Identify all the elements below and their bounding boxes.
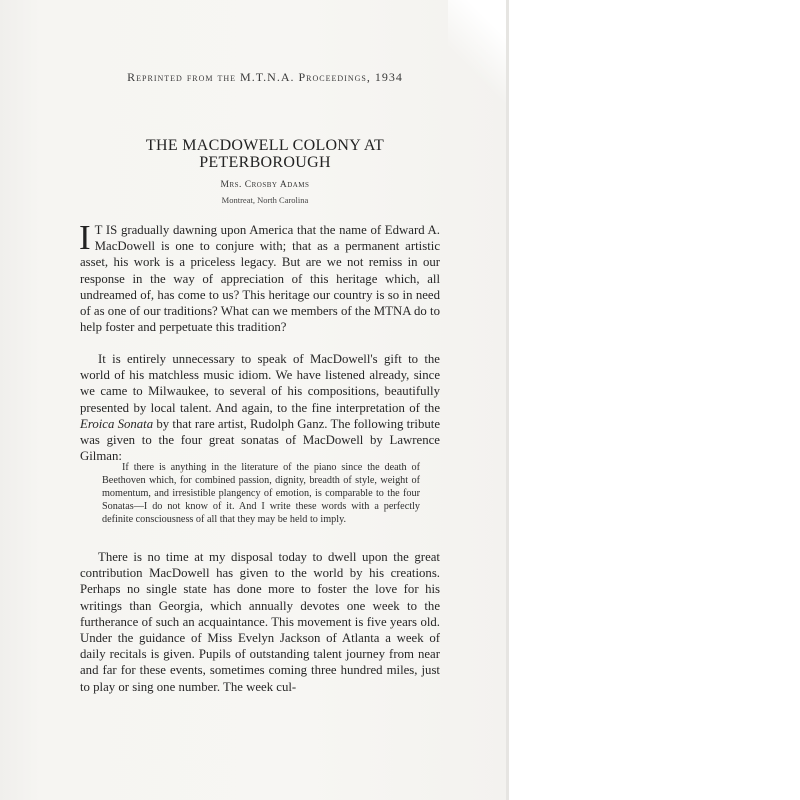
article-title: THE MACDOWELL COLONY AT PETERBOROUGH [145,137,385,171]
paragraph-2-text-b: by that rare artist, Rudolph Ganz. The following tribute was given to the four great sonatas of MacDowell by Lawrence Gilman: [80,416,440,464]
sonata-title: Eroica Sonata [80,416,154,431]
block-quote: If there is anything in the literature of the piano since the death of Beethoven which, for combined passion, dignity, breadth of style, weight of momentum, and irresistible plangency of emotion, is comparable to the four Sonatas—I do not know of it. And I write these words with a perfectly definite consciousness of all that they may be held to imply. [102,462,420,525]
paragraph-2-text-a: It is entirely unnecessary to speak of MacDowell's gift to the world of his matchless music idiom. We have listened already, since we came to Milwaukee, to several of his compositions, beautifully presented by local talent. And again, to the fine interpretation of the [80,352,440,415]
author-location: Montreat, North Carolina [221,195,309,205]
reprint-header: Reprinted from the M.T.N.A. Proceedings, 1934 [127,70,403,84]
paragraph-3: There is no time at my disposal today to dwell upon the great contribution MacDowell has given to the world by his creations. Perhaps no single state has done more to foster the love for his writings than Georgia, which annually devotes one week to the furtherance of such an acquaintance. This movement is five years old. Under the guidance of Miss Evelyn Jackson of Atlanta a week of daily recitals is given. Pupils of outstanding talent journey from near and far for these events, sometimes coming three hundred miles, just to play or sing one number. The week cul- [80,550,440,694]
paragraph-1-text: T IS gradually dawning upon America that the name of Edward A. MacDowell is one to conjure with; that as a permanent artistic asset, his work is a priceless legacy. But are we not remiss in our response in the way of appreciation of this heritage which, all undreamed of, has come to us? This heritage our country is so in need of as one of our traditions? What can we members of the MTNA do to help foster and perpetuate this tradition? [80,223,440,335]
drop-cap: I [79,218,91,257]
author-name: Mrs. Crosby Adams [220,180,310,190]
page-edge [506,0,509,800]
paragraph-1 [79,218,440,335]
paragraph-2 [80,351,440,464]
